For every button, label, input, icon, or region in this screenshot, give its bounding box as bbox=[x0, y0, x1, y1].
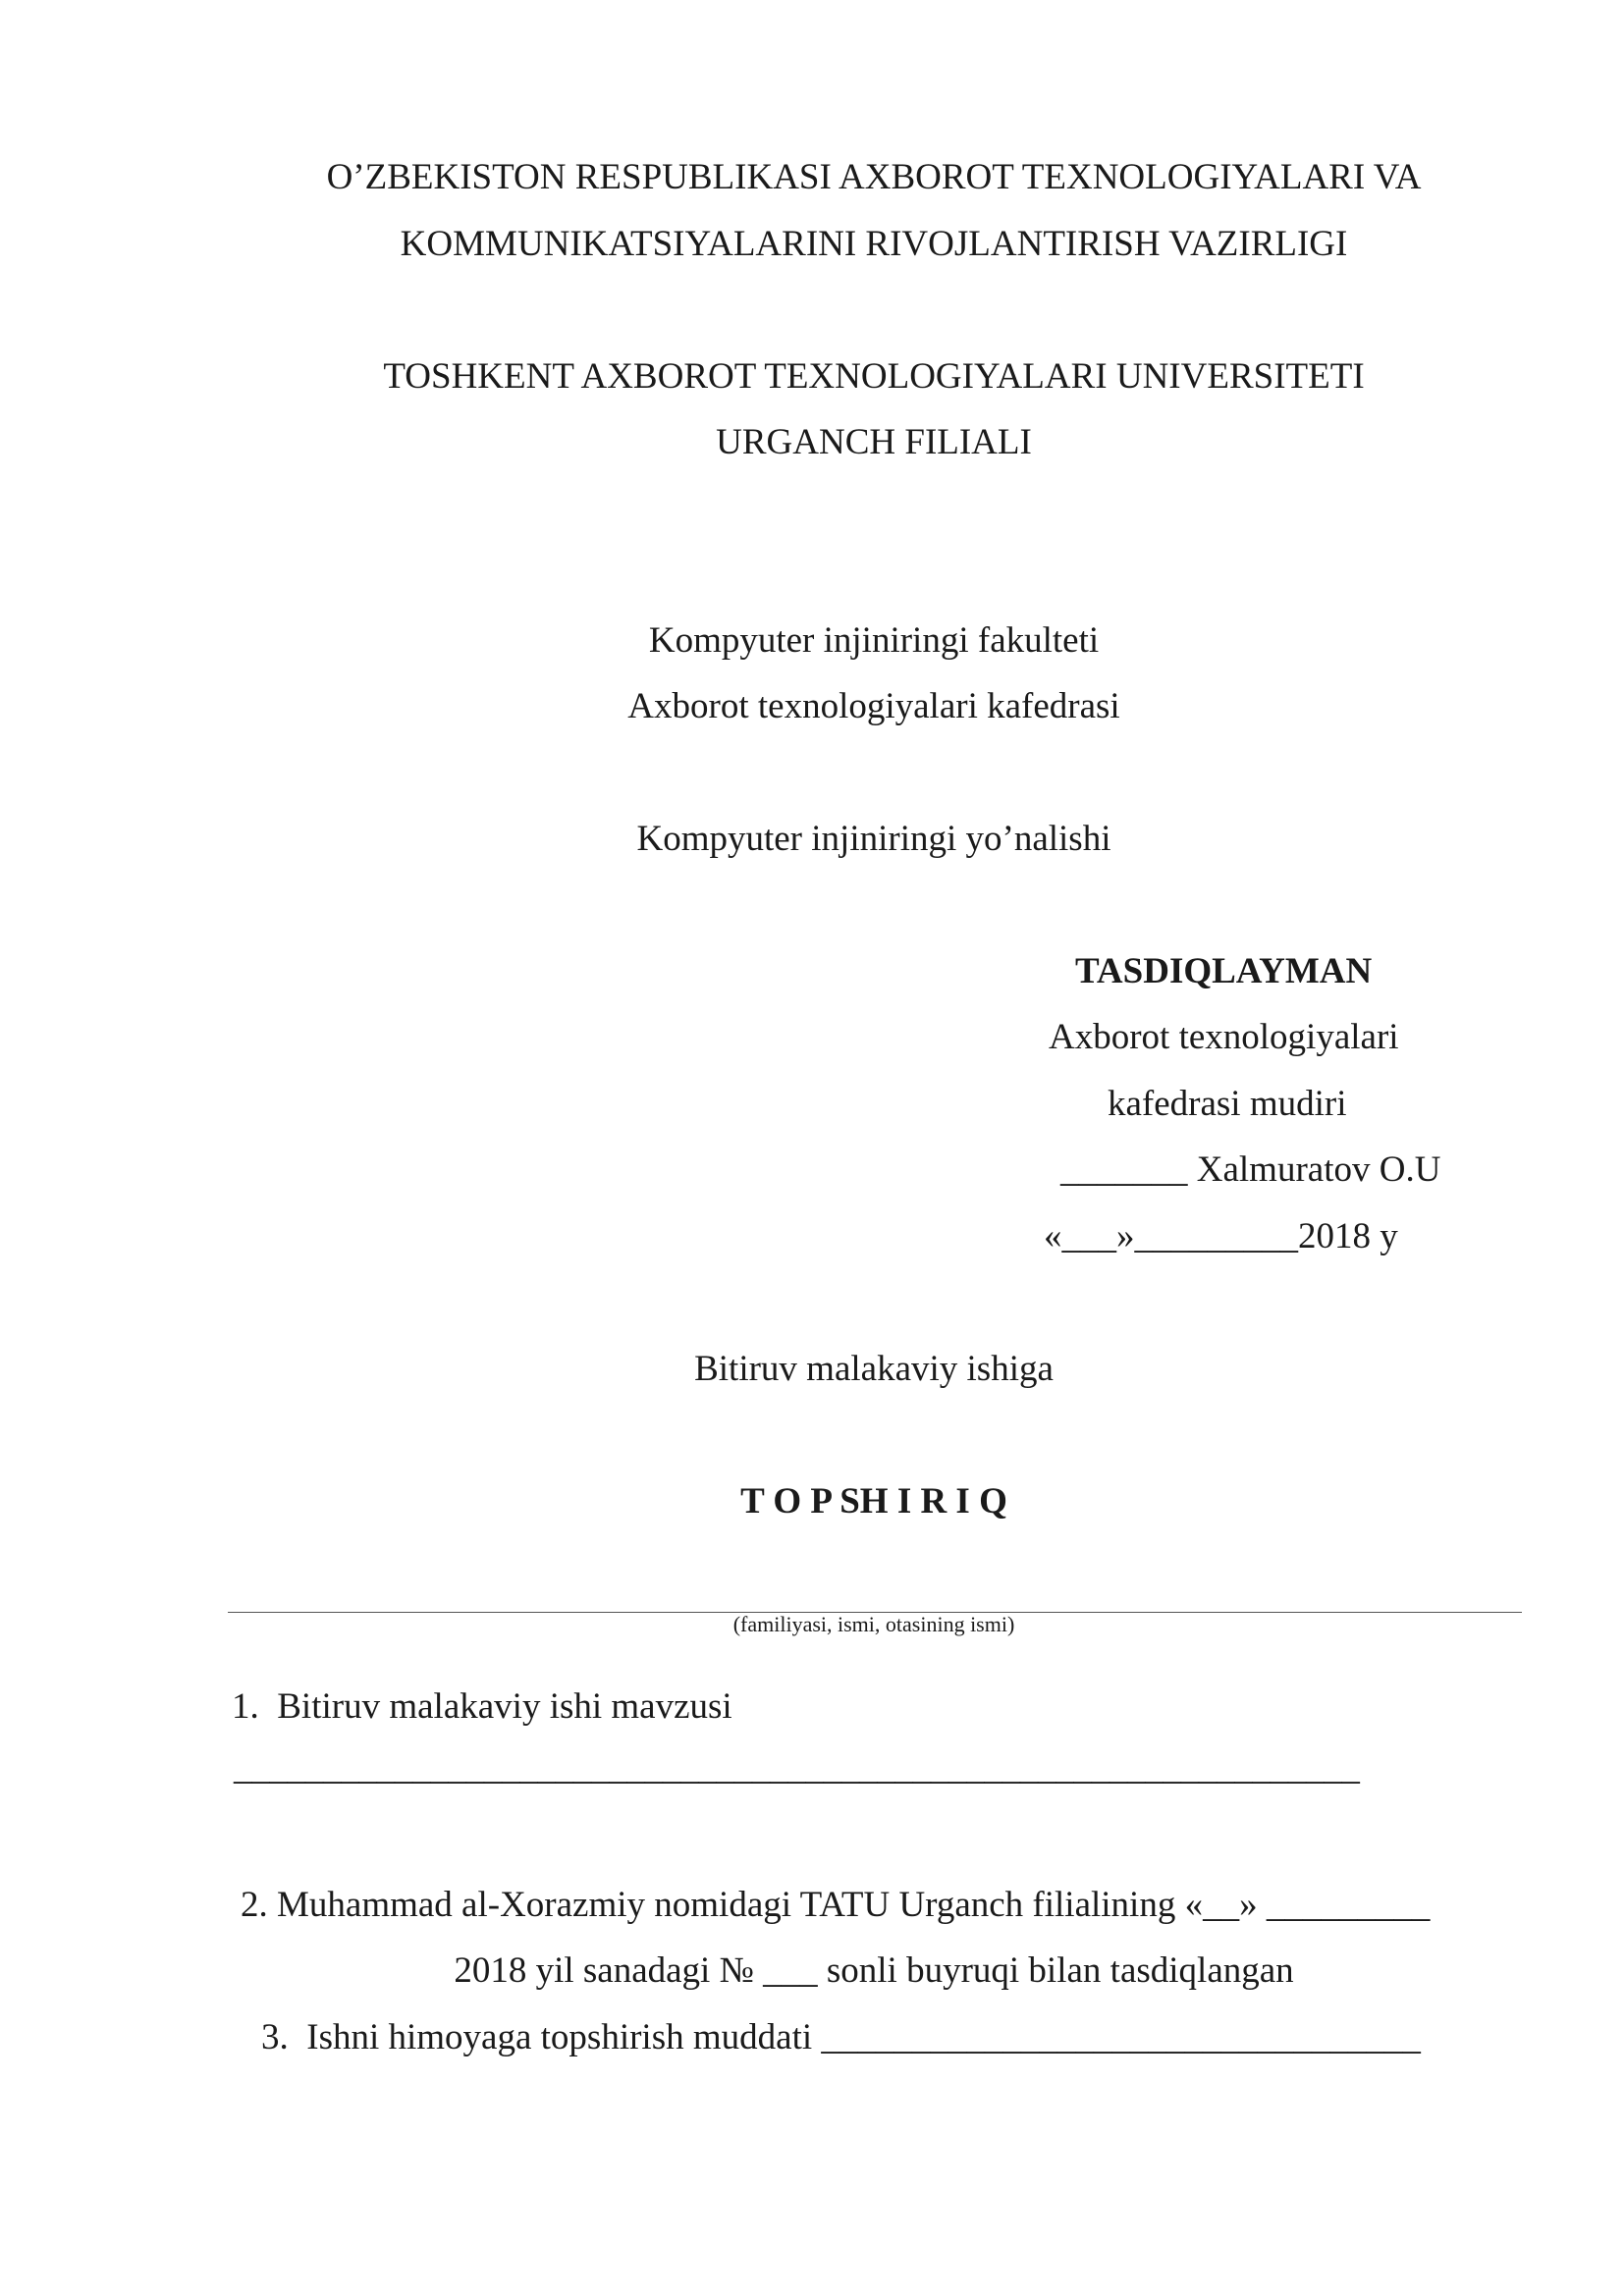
approval-role-line-1: Axborot texnologiyalari bbox=[1049, 1017, 1399, 1057]
university-title-line-1: TOSHKENT AXBOROT TEXNOLOGIYALARI UNIVERSITETI bbox=[383, 356, 1365, 397]
university-title-line-2: URGANCH FILIALI bbox=[716, 422, 1032, 462]
department-name: Axborot texnologiyalari kafedrasi bbox=[627, 686, 1120, 726]
direction-name: Kompyuter injiniringi yo’nalishi bbox=[636, 819, 1111, 859]
assignment-title: T O P SH I R I Q bbox=[740, 1481, 1007, 1522]
approval-title: TASDIQLAYMAN bbox=[1075, 951, 1373, 991]
item-2-order-line-2: 2018 yil sanadagi № ___ sonli buyruqi bilan tasdiqlangan bbox=[454, 1950, 1294, 1991]
ministry-title-line-2: KOMMUNIKATSIYALARINI RIVOJLANTIRISH VAZIRLIGI bbox=[400, 224, 1348, 264]
faculty-name: Kompyuter injiniringi fakulteti bbox=[648, 620, 1100, 661]
approval-date: «___»_________2018 y bbox=[1044, 1216, 1398, 1256]
item-1-topic: 1. Bitiruv malakaviy ishi mavzusi bbox=[232, 1686, 732, 1727]
item-2-order-line-1: 2. Muhammad al-Xorazmiy nomidagi TATU Urganch filialining «__» _________ bbox=[241, 1885, 1431, 1925]
approval-signature: _______ Xalmuratov O.U bbox=[1060, 1149, 1441, 1190]
student-name-caption: (familiyasi, ismi, otasining ismi) bbox=[732, 1612, 1015, 1636]
item-1-blank-line: _______________________________________________________________ bbox=[234, 1747, 1360, 1788]
item-3-deadline: 3. Ishni himoyaga topshirish muddati _________________________________ bbox=[261, 2017, 1421, 2057]
ministry-title-line-1: O’ZBEKISTON RESPUBLIKASI AXBOROT TEXNOLOGIYALARI VA bbox=[326, 157, 1422, 197]
approval-role-line-2: kafedrasi mudiri bbox=[1108, 1084, 1347, 1124]
assignment-intro: Bitiruv malakaviy ishiga bbox=[694, 1349, 1054, 1389]
